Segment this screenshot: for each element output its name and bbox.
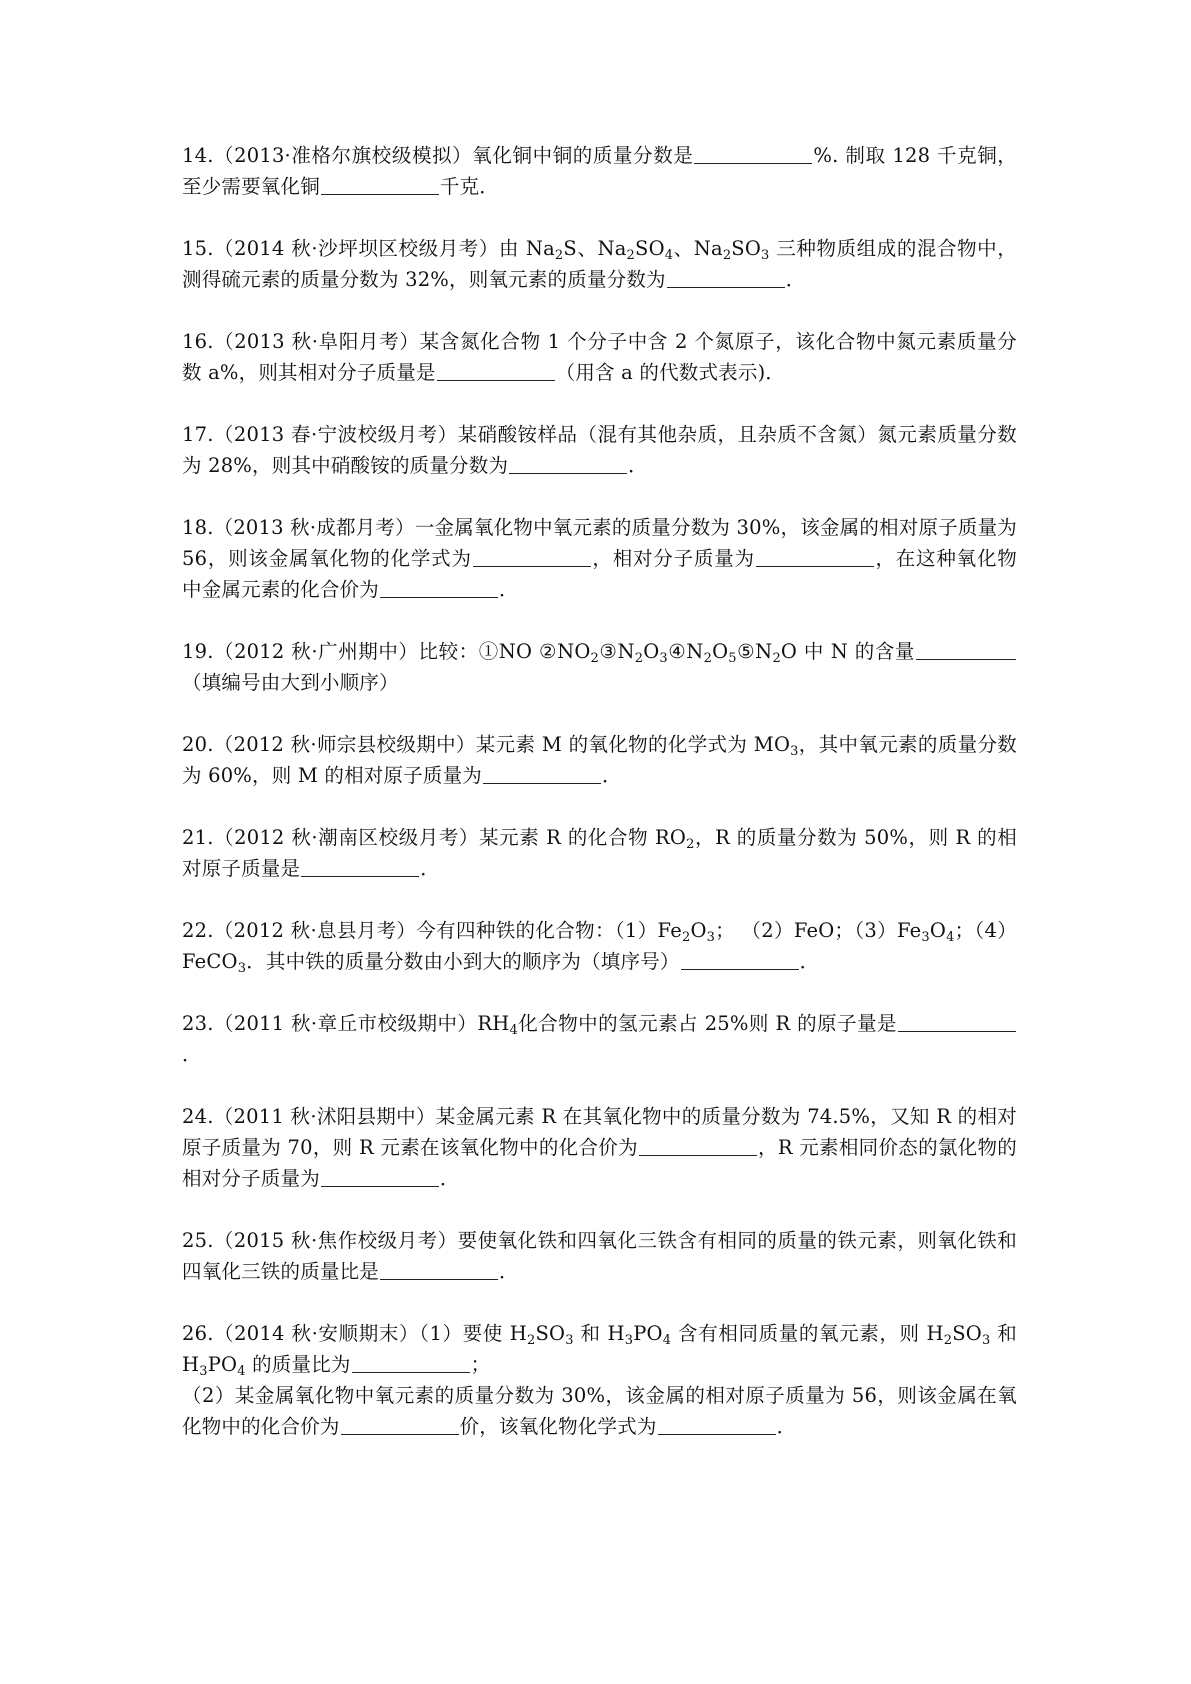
question-text-segment: 26.（2014 秋·安顺期末）（1）要使 H: [182, 1322, 527, 1345]
answer-blank[interactable]: [301, 856, 419, 877]
question-text-segment: O: [643, 640, 660, 663]
answer-blank[interactable]: [667, 267, 785, 288]
answer-blank[interactable]: [916, 639, 1016, 660]
subscript: 2: [722, 248, 732, 263]
question-text-segment: 15.（2014 秋·沙坪坝区校级月考）由 Na: [182, 237, 555, 260]
subscript: 3: [706, 930, 716, 945]
subscript: 3: [237, 961, 247, 976]
question-18: [182, 512, 1017, 605]
question-text-segment: 24.（2011 秋·沭阳县期中）某金属元素 R 在其氧化物中的质量分数为 74.5%，又知 R 的相对原子质量为 70，则 R 元素在该氧化物中的化合价为: [182, 1105, 1017, 1159]
question-text: [182, 1225, 1017, 1287]
answer-blank[interactable]: [352, 1352, 470, 1373]
question-text-segment: 18.（2013 秋·成都月考）一金属氧化物中氧元素的质量分数为 30%，该金属的相对原子质量为 56，则该金属氧化物的化学式为: [182, 516, 1017, 570]
question-text: [182, 233, 1017, 295]
answer-blank[interactable]: [694, 143, 812, 164]
question-text-segment: 22.（2012 秋·息县月考）今有四种铁的化合物：（1）Fe: [182, 919, 682, 942]
question-text: [182, 822, 1017, 884]
question-text: [182, 1380, 1017, 1442]
question-17: [182, 419, 1017, 481]
question-16: [182, 326, 1017, 388]
subscript: 3: [199, 1364, 208, 1379]
question-text-segment: ．: [420, 857, 440, 880]
answer-blank[interactable]: [658, 1414, 776, 1435]
question-text: [182, 636, 1017, 698]
subscript: 3: [981, 1333, 991, 1348]
answer-blank[interactable]: [681, 949, 799, 970]
question-text-segment: 16.（2013 秋·阜阳月考）某含氮化合物 1 个分子中含 2 个氮原子，该化合物中氮元素质量分数 a%，则其相对分子质量是: [182, 330, 1017, 384]
subscript: 2: [943, 1333, 953, 1348]
question-text-segment: ．: [628, 454, 648, 477]
answer-blank[interactable]: [380, 577, 498, 598]
answer-blank[interactable]: [321, 174, 439, 195]
subscript: 2: [686, 837, 695, 852]
question-text-segment: 21.（2012 秋·潮南区校级月考）某元素 R 的化合物 RO: [182, 826, 687, 849]
question-text-segment: ，R 元素相同价态的氯化物的相对分子质量为: [182, 1136, 1017, 1190]
answer-blank[interactable]: [321, 1166, 439, 1187]
answer-blank[interactable]: [509, 453, 627, 474]
question-text-segment: （用含 a 的代数式表示)．: [555, 361, 786, 384]
question-text-segment: 和 H: [182, 1322, 1018, 1376]
question-text-segment: ．: [439, 1167, 460, 1190]
subscript: 3: [761, 248, 770, 263]
subscript: 2: [634, 651, 644, 666]
question-21: [182, 822, 1017, 884]
answer-blank[interactable]: [437, 360, 555, 381]
answer-blank[interactable]: [483, 763, 601, 784]
question-text-segment: ③N: [599, 640, 635, 663]
subscript: 2: [626, 248, 636, 263]
question-text-segment: （2）某金属氧化物中氧元素的质量分数为 30%，该金属的相对原子质量为 56，则该金属在氧化物中的化合价为: [182, 1384, 1017, 1438]
question-text-segment: 价，该氧化物化学式为: [459, 1415, 657, 1438]
question-text-segment: （填编号由大到小顺序）: [182, 671, 399, 694]
question-text-segment: 含有相同质量的氧元素，则 H: [671, 1322, 944, 1345]
question-text-segment: ④N: [667, 640, 704, 663]
question-text-segment: PO: [207, 1353, 238, 1376]
question-24: [182, 1101, 1017, 1194]
subscript: 4: [664, 248, 674, 263]
question-text-segment: 19.（2012 秋·广州期中）比较：①NO ②NO: [182, 640, 591, 663]
subscript: 2: [681, 930, 691, 945]
question-20: [182, 729, 1017, 791]
question-15: [182, 233, 1017, 295]
question-text-segment: ； （2）FeO；（3）Fe: [715, 919, 922, 942]
question-text-segment: 和 H: [573, 1322, 625, 1345]
subscript: 3: [790, 744, 799, 759]
answer-blank[interactable]: [639, 1135, 757, 1156]
question-text-segment: 20.（2012 秋·师宗县校级期中）某元素 M 的氧化物的化学式为 MO: [182, 733, 791, 756]
subscript: 2: [527, 1333, 536, 1348]
question-text-segment: ．其中铁的质量分数由小到大的顺序为（填序号）: [246, 950, 680, 973]
question-text-segment: ；: [470, 1353, 491, 1376]
question-text-segment: O: [929, 919, 947, 942]
question-text-segment: PO: [633, 1322, 663, 1345]
question-text-segment: ，相对分子质量为: [591, 547, 755, 570]
question-text-segment: ，在这种氧化物中金属元素的化合价为: [182, 547, 1017, 601]
question-text-segment: 14.（2013·准格尔旗校级模拟）氧化铜中铜的质量分数是: [182, 144, 694, 167]
question-text-segment: 23.（2011 秋·章丘市校级期中）RH: [182, 1012, 510, 1035]
question-text-segment: ．: [499, 1260, 519, 1283]
question-text: [182, 1101, 1017, 1194]
question-text-segment: %. 制取 128 千克铜，至少需要氧化铜: [182, 144, 1017, 198]
question-text-segment: ．: [785, 268, 806, 291]
question-text-segment: 、Na: [673, 237, 723, 260]
question-text-segment: ，其中氧元素的质量分数为 60%，则 M 的相对原子质量为: [182, 733, 1018, 787]
question-text-segment: O: [712, 640, 729, 663]
question-text-segment: 25.（2015 秋·焦作校级月考）要使氧化铁和四氧化三铁含有相同的质量的铁元素，则氧化铁和四氧化三铁的质量比是: [182, 1229, 1017, 1283]
question-text: [182, 419, 1017, 481]
question-text-segment: ⑤N: [736, 640, 773, 663]
question-text: [182, 326, 1017, 388]
question-text-segment: SO: [952, 1322, 982, 1345]
subscript: 4: [237, 1364, 246, 1379]
subscript: 3: [659, 651, 668, 666]
subscript: 3: [565, 1333, 574, 1348]
question-text-segment: 三种物质组成的混合物中，测得硫元素的质量分数为 32%，则氧元素的质量分数为: [182, 237, 1017, 291]
question-23: [182, 1008, 1017, 1070]
question-text-segment: ．: [799, 950, 820, 973]
question-text-segment: ．: [602, 764, 622, 787]
question-text: [182, 512, 1017, 605]
question-text: [182, 915, 1017, 977]
subscript: 4: [509, 1023, 518, 1038]
question-text-segment: ．: [182, 1043, 202, 1066]
question-text: [182, 729, 1017, 791]
question-text-segment: ．: [499, 578, 519, 601]
question-text-segment: SO: [635, 237, 665, 260]
subscript: 3: [921, 930, 930, 945]
question-text-segment: 千克．: [439, 175, 500, 198]
question-14: [182, 140, 1017, 202]
answer-blank[interactable]: [898, 1011, 1016, 1032]
subscript: 4: [946, 930, 955, 945]
question-text: [182, 1008, 1017, 1070]
answer-blank[interactable]: [341, 1414, 459, 1435]
question-text-segment: 17.（2013 春·宁波校级月考）某硝酸铵样品（混有其他杂质，且杂质不含氮）氮元素质量分数为 28%，则其中硝酸铵的质量分数为: [182, 423, 1017, 477]
subscript: 2: [554, 248, 564, 263]
question-text-segment: ．: [776, 1415, 797, 1438]
question-text-segment: SO: [731, 237, 762, 260]
question-25: [182, 1225, 1017, 1287]
answer-blank[interactable]: [380, 1259, 498, 1280]
subscript: 2: [590, 651, 600, 666]
question-26: [182, 1318, 1017, 1442]
question-text-segment: 化合物中的氢元素占 25%则 R 的原子量是: [517, 1012, 897, 1035]
question-text-segment: SO: [535, 1322, 566, 1345]
answer-blank[interactable]: [756, 546, 874, 567]
question-text-segment: 的质量比为: [245, 1353, 351, 1376]
subscript: 3: [624, 1333, 634, 1348]
question-list: [182, 140, 1017, 1473]
question-text-segment: S、Na: [563, 237, 627, 260]
subscript: 2: [703, 651, 713, 666]
subscript: 4: [662, 1333, 672, 1348]
question-text: [182, 140, 1017, 202]
question-text-segment: O 中 N 的含量: [780, 640, 915, 663]
question-19: [182, 636, 1017, 698]
question-text-segment: O: [690, 919, 707, 942]
answer-blank[interactable]: [473, 546, 591, 567]
subscript: 2: [772, 651, 781, 666]
question-text-segment: ；（4）FeCO: [182, 919, 1017, 973]
question-22: [182, 915, 1017, 977]
question-text-segment: ，R 的质量分数为 50%，则 R 的相对原子质量是: [182, 826, 1017, 880]
subscript: 5: [728, 651, 737, 666]
question-text: [182, 1318, 1017, 1380]
